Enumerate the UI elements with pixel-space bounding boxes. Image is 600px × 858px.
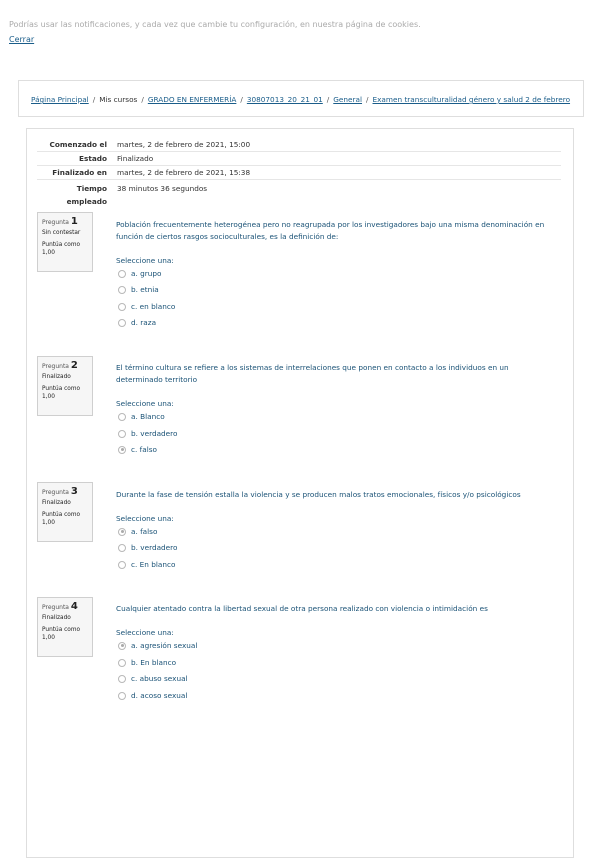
breadcrumb-separator: /	[141, 95, 144, 104]
option-label: a. agresión sexual	[131, 641, 198, 650]
question-mark: Puntúa como 1,00	[42, 512, 81, 526]
summary-row-completed	[37, 166, 561, 180]
option-label: b. En blanco	[131, 658, 177, 667]
question-state: Finalizado	[42, 615, 71, 621]
summary-value: Finalizado	[117, 154, 154, 163]
answer-option[interactable]	[118, 445, 157, 454]
option-label: a. falso	[131, 527, 158, 536]
option-label: d. acoso sexual	[131, 691, 188, 700]
option-label: c. falso	[131, 445, 157, 454]
summary-value: 38 minutos 36 segundos	[117, 184, 208, 193]
answer-option[interactable]	[118, 674, 188, 683]
breadcrumb	[31, 95, 570, 104]
answer-option[interactable]	[118, 560, 175, 569]
question-mark: Puntúa como 1,00	[42, 627, 81, 641]
option-label: c. en blanco	[131, 302, 176, 311]
radio-button[interactable]	[118, 561, 126, 569]
select-prompt: Seleccione una:	[116, 628, 174, 637]
answer-option[interactable]	[118, 641, 197, 650]
answer-option[interactable]	[118, 429, 177, 438]
question-info-4	[37, 597, 93, 657]
question-state: Finalizado	[42, 500, 71, 506]
answer-option[interactable]	[118, 285, 159, 294]
select-prompt: Seleccione una:	[116, 399, 174, 408]
radio-button[interactable]	[118, 319, 126, 327]
radio-button[interactable]	[118, 659, 126, 667]
cookie-notice-text: Podrías usar las notificaciones, y cada vez que cambie tu configuración, en nuestra página de cookies.	[9, 20, 421, 29]
answer-option[interactable]	[118, 269, 161, 278]
question-info-1	[37, 212, 93, 272]
answer-option[interactable]	[118, 318, 156, 327]
question-number: Pregunta 3	[42, 486, 78, 497]
summary-row-state	[37, 152, 561, 166]
breadcrumb-course[interactable]: 30807013_20_21_01	[246, 95, 323, 104]
summary-value: martes, 2 de febrero de 2021, 15:38	[117, 168, 251, 177]
breadcrumb-home[interactable]: Página Principal	[31, 95, 89, 104]
breadcrumb-my-courses: Mis cursos	[99, 95, 138, 104]
option-label: c. abuso sexual	[131, 674, 188, 683]
summary-label: Finalizado en	[52, 168, 107, 177]
attempt-summary-table	[37, 138, 561, 206]
radio-button[interactable]	[118, 430, 126, 438]
question-mark: Puntúa como 1,00	[42, 242, 81, 256]
select-prompt: Seleccione una:	[116, 256, 174, 265]
breadcrumb-degree[interactable]: GRADO EN ENFERMERÍA	[147, 95, 237, 104]
question-text-2: El término cultura se refiere a los sistemas de interrelaciones que ponen en contacto a los individuos en un determinado territorio	[116, 363, 509, 384]
breadcrumb-container	[18, 80, 584, 117]
question-info-2	[37, 356, 93, 416]
select-prompt: Seleccione una:	[116, 514, 174, 523]
radio-button[interactable]	[118, 675, 126, 683]
question-number: Pregunta 4	[42, 601, 78, 612]
summary-row-time-taken	[37, 180, 561, 206]
radio-button[interactable]	[118, 303, 126, 311]
option-label: b. verdadero	[131, 543, 178, 552]
summary-row-started	[37, 138, 561, 152]
breadcrumb-separator: /	[240, 95, 243, 104]
question-number: Pregunta 1	[42, 216, 78, 227]
summary-value: martes, 2 de febrero de 2021, 15:00	[117, 140, 251, 149]
question-mark: Puntúa como 1,00	[42, 386, 81, 400]
option-label: b. verdadero	[131, 429, 178, 438]
radio-button[interactable]	[118, 544, 126, 552]
radio-button[interactable]	[118, 446, 126, 454]
answer-option[interactable]	[118, 691, 187, 700]
radio-button[interactable]	[118, 642, 126, 650]
radio-button[interactable]	[118, 413, 126, 421]
option-label: d. raza	[131, 318, 157, 327]
answer-option[interactable]	[118, 658, 176, 667]
breadcrumb-exam[interactable]: Examen transculturalidad género y salud 2 de febrero	[372, 95, 571, 104]
question-info-3	[37, 482, 93, 542]
option-label: a. Blanco	[131, 412, 165, 421]
breadcrumb-separator: /	[326, 95, 330, 104]
question-text-4: Cualquier atentado contra la libertad sexual de otra persona realizado con violencia o intimidación es	[116, 604, 488, 613]
radio-button[interactable]	[118, 286, 126, 294]
answer-option[interactable]	[118, 412, 165, 421]
close-link[interactable]: Cerrar	[9, 35, 35, 44]
question-number: Pregunta 2	[42, 360, 78, 371]
option-label: c. En blanco	[131, 560, 176, 569]
breadcrumb-general[interactable]: General	[333, 95, 363, 104]
summary-label: Tiempo empleado	[66, 184, 107, 206]
answer-option[interactable]	[118, 543, 177, 552]
summary-label: Estado	[79, 154, 107, 163]
radio-button[interactable]	[118, 528, 126, 536]
breadcrumb-separator: /	[92, 95, 96, 104]
question-state: Sin contestar	[42, 230, 81, 236]
option-label: b. etnia	[131, 285, 159, 294]
question-text-1: Población frecuentemente heterogénea pero no reagrupada por los investigadores bajo una misma denominación en función de ciertos rasgos socioculturales, es la definición de:	[116, 220, 545, 241]
summary-label: Comenzado el	[49, 140, 107, 149]
question-state: Finalizado	[42, 374, 71, 380]
option-label: a. grupo	[131, 269, 162, 278]
radio-button[interactable]	[118, 692, 126, 700]
breadcrumb-separator: /	[366, 95, 369, 104]
radio-button[interactable]	[118, 270, 126, 278]
answer-option[interactable]	[118, 527, 157, 536]
answer-option[interactable]	[118, 302, 175, 311]
question-text-3: Durante la fase de tensión estalla la violencia y se producen malos tratos emocionales, físicos y/o psicológicos	[116, 490, 521, 499]
